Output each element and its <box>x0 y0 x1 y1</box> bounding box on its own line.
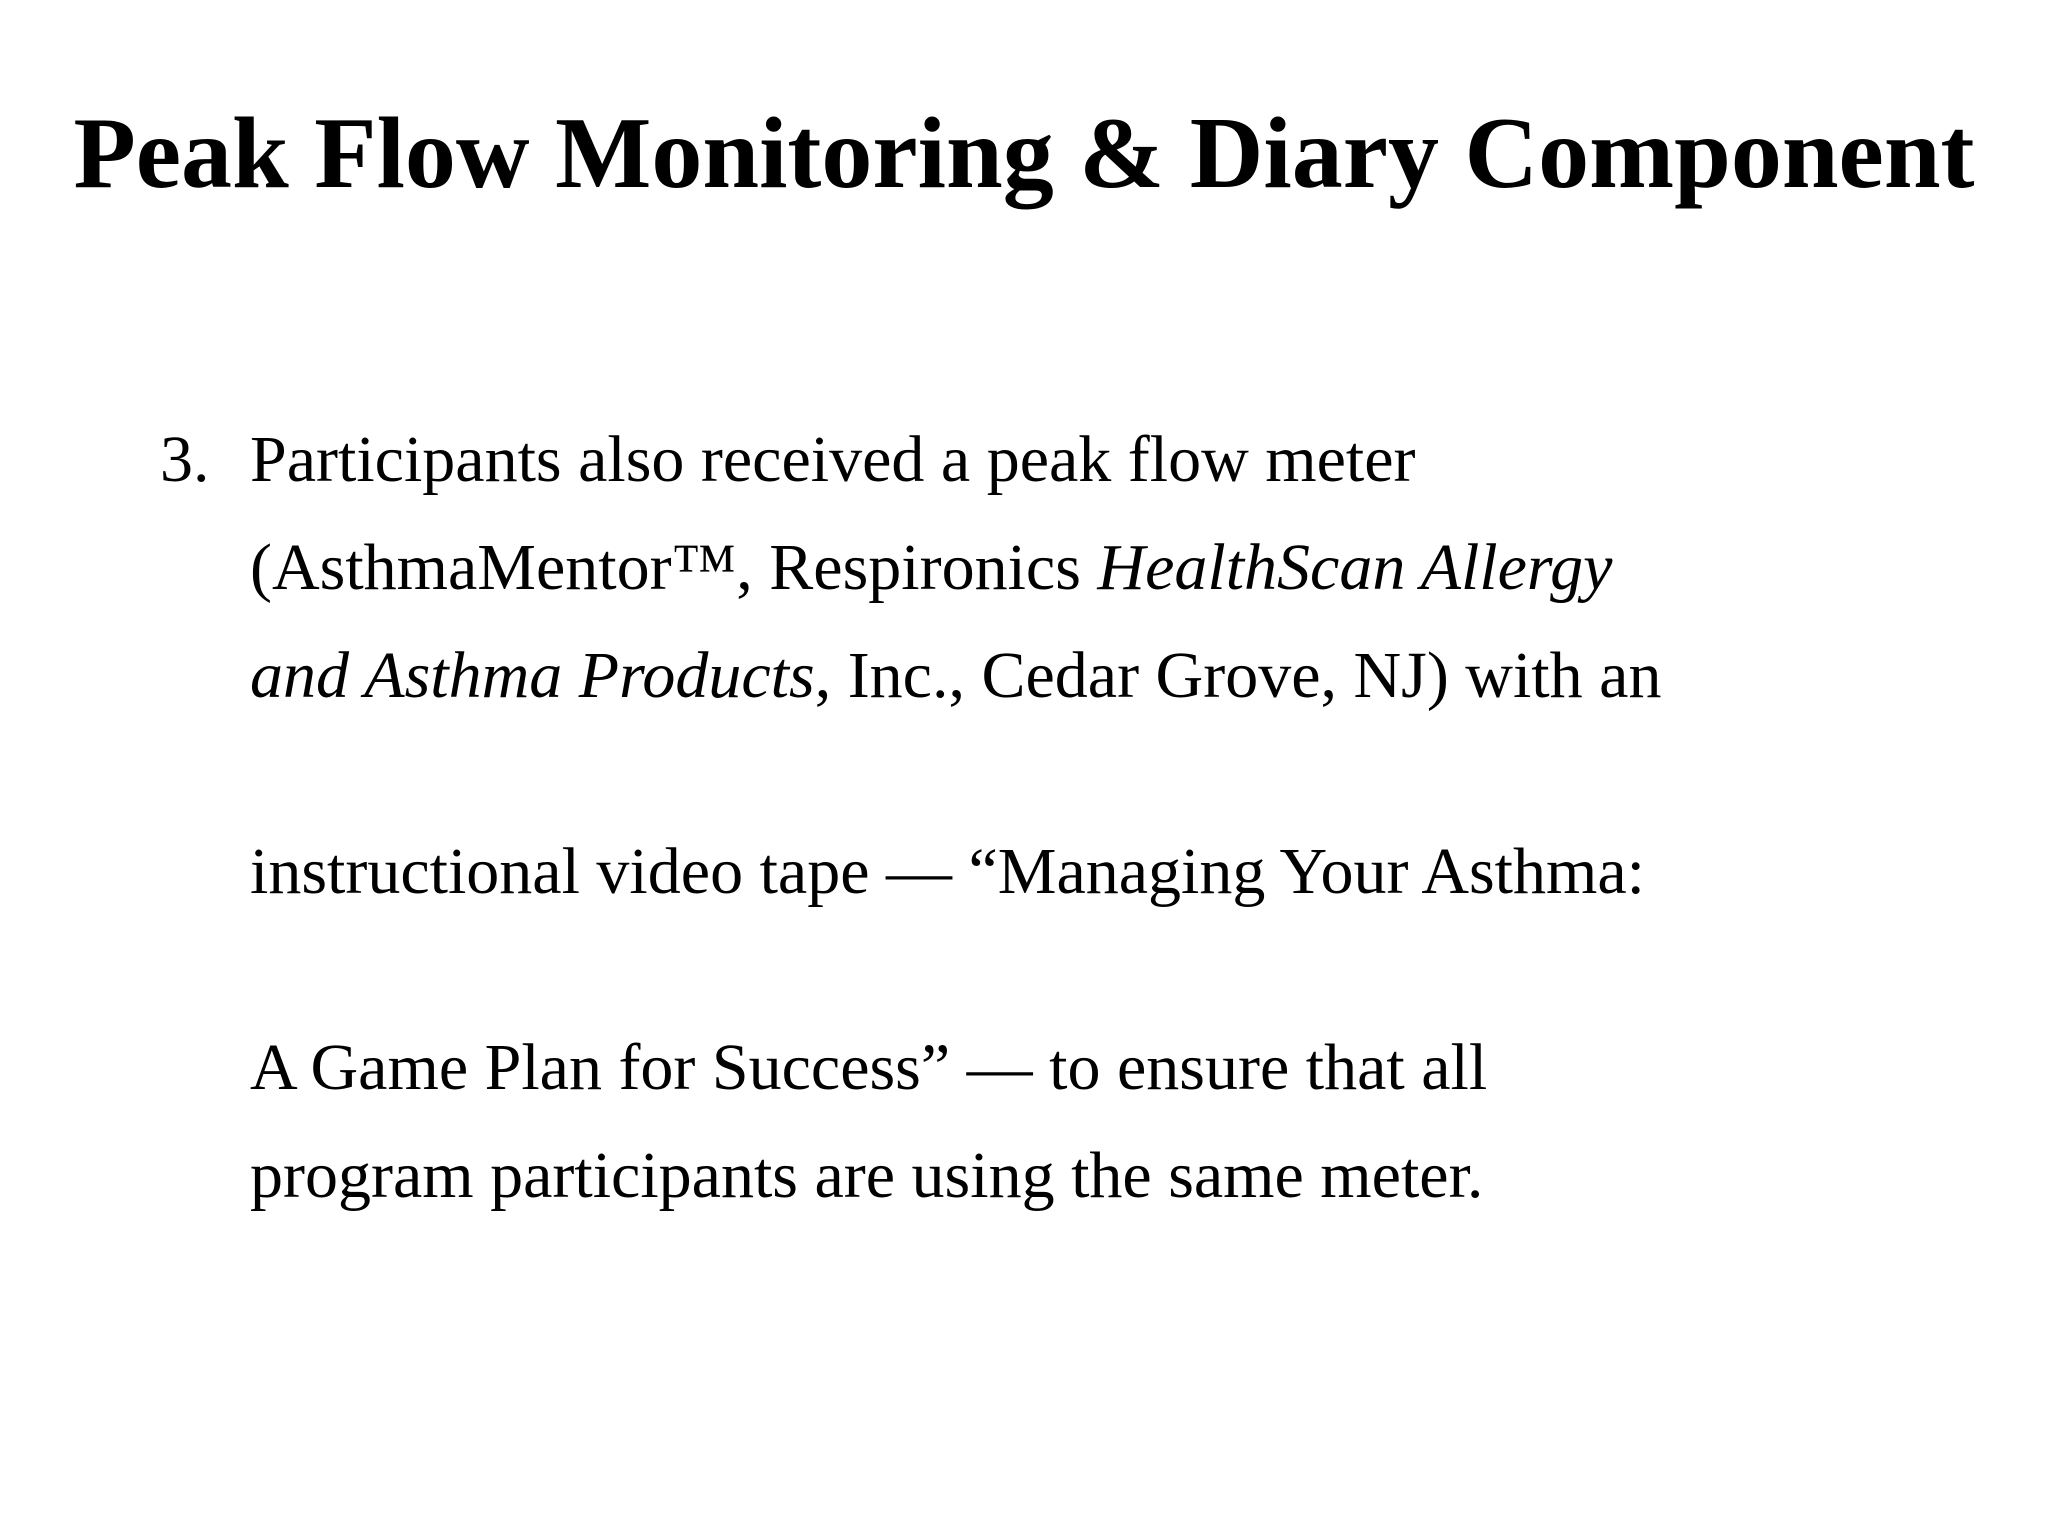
line-2-text: (AsthmaMentor™, Respironics <box>250 531 1098 604</box>
line-3-text: , Inc., Cedar Grove, NJ) with an <box>814 639 1662 712</box>
list-item-line-1: Participants also received a peak flow meter <box>250 423 1416 496</box>
list-item-number: 3. <box>160 423 210 496</box>
slide-title: Peak Flow Monitoring & Diary Component <box>73 97 1975 210</box>
list-item-line-3 <box>250 626 1661 726</box>
line-2-italic-text: HealthScan Allergy <box>1097 531 1613 604</box>
line-3-italic-text: and Asthma Products <box>250 639 815 712</box>
list-item-line-6: program participants are using the same meter. <box>250 1139 1484 1212</box>
list-item-line-4: instructional video tape — “Managing Your Asthma: <box>250 835 1645 908</box>
list-item-line-2 <box>250 518 1612 618</box>
list-item-line-5: A Game Plan for Success” — to ensure that all <box>250 1031 1488 1104</box>
